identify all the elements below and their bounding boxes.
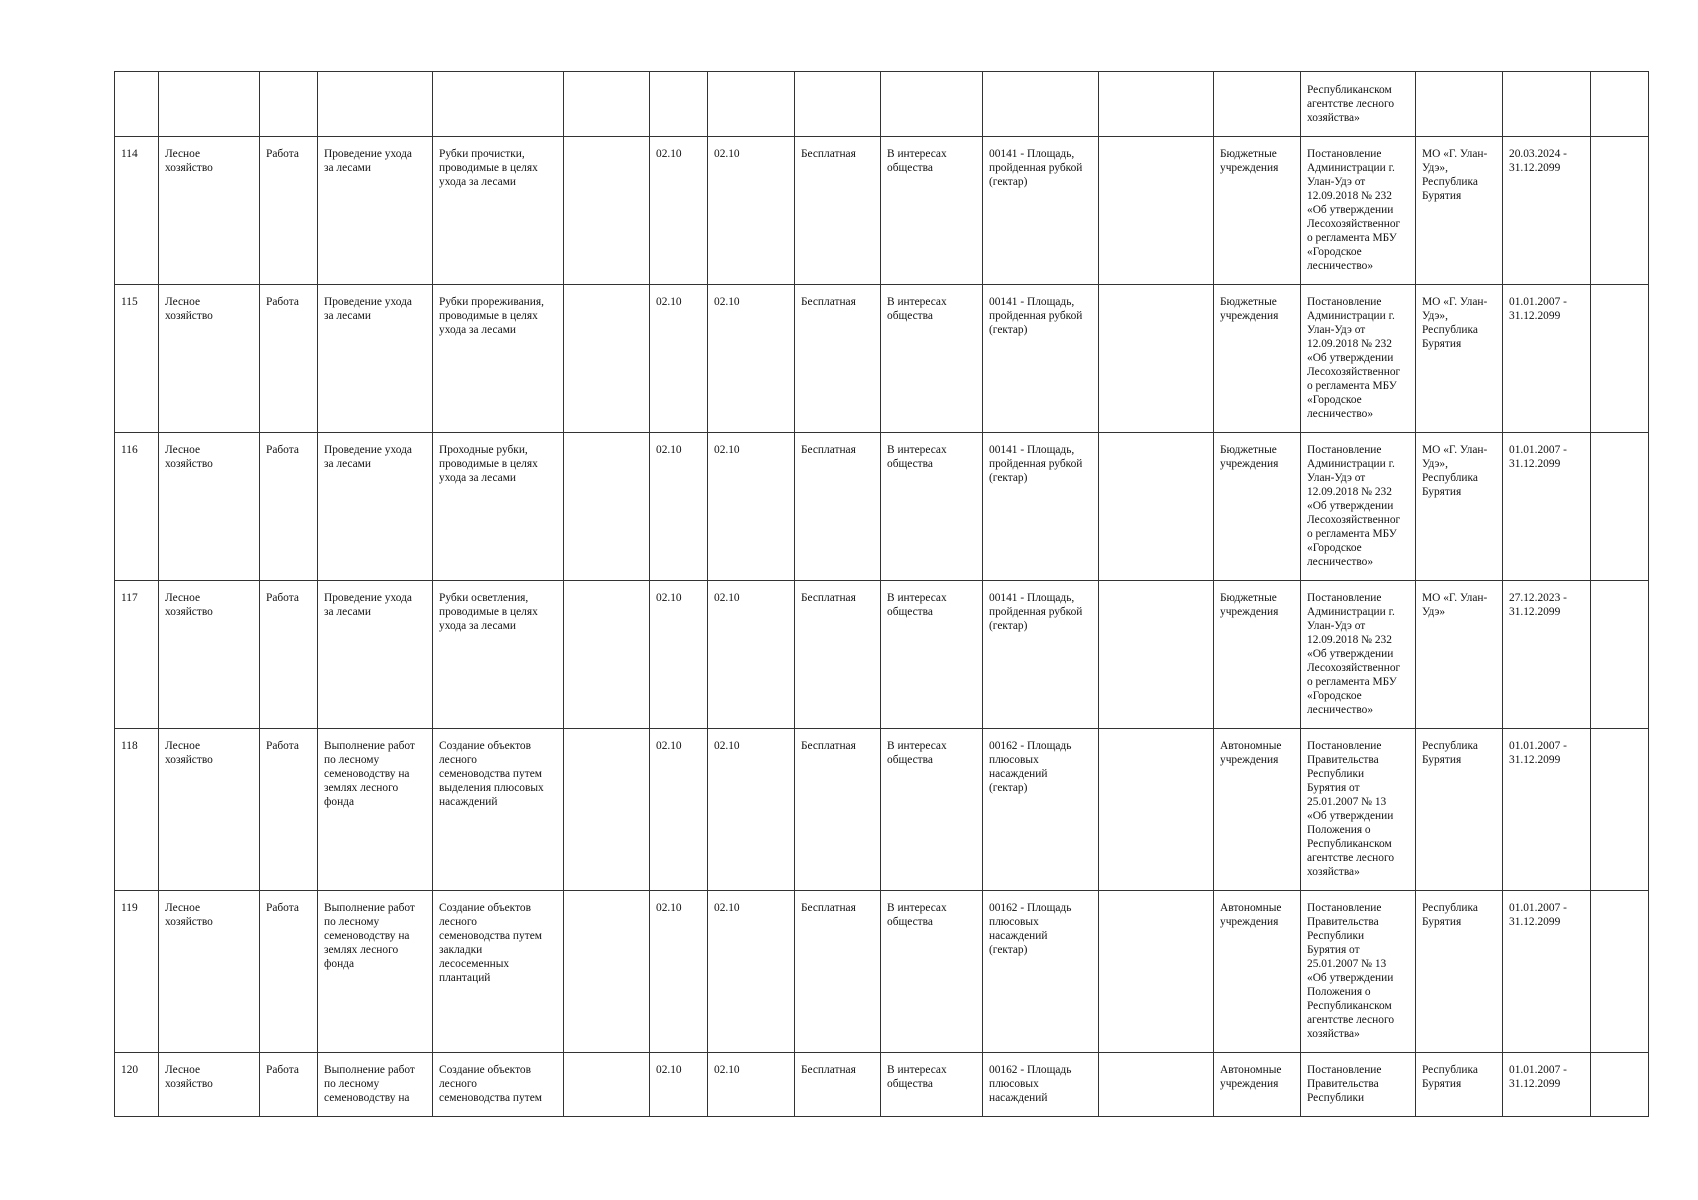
- cell-code1: [650, 729, 708, 891]
- cell-period: [1503, 891, 1591, 1053]
- cell-payment-text: Бесплатная: [801, 148, 856, 160]
- cell-name-text: Выполнение работ по лесному семеноводству на землях лесного фонда: [324, 740, 415, 808]
- cell-empty: [564, 433, 650, 581]
- cell-name: [318, 433, 433, 581]
- cell-kind: [260, 433, 318, 581]
- cell-payment: [795, 581, 881, 729]
- cell-sphere: [159, 729, 260, 891]
- cell-act-text: Постановление Правительства Республики: [1307, 1064, 1382, 1104]
- cell-interest-text: В интересах общества: [887, 592, 947, 618]
- cell-payment: [795, 1053, 881, 1117]
- cell-territory-text: Республика Бурятия: [1422, 902, 1478, 928]
- cell-code2: [708, 137, 795, 285]
- cell-empty: [1591, 891, 1649, 1053]
- cell-empty: [564, 1053, 650, 1117]
- cell-kind: [260, 891, 318, 1053]
- cell-sphere-text: Лесное хозяйство: [165, 740, 213, 766]
- cell-code2-text: 02.10: [714, 444, 740, 456]
- cell-territory: [1416, 285, 1503, 433]
- cell-sphere: [159, 433, 260, 581]
- cell-sphere: [159, 72, 260, 137]
- cell-name-text: Проведение ухода за лесами: [324, 148, 412, 174]
- cell-code2-text: 02.10: [714, 1064, 740, 1076]
- cell-code2: [708, 581, 795, 729]
- cell-act-text: Республиканском агентстве лесного хозяйства»: [1307, 84, 1395, 124]
- cell-indicator-text: 00141 - Площадь, пройденная рубкой (гектар): [989, 296, 1083, 336]
- cell-interest: [881, 891, 983, 1053]
- cell-indicator: [983, 891, 1099, 1053]
- cell-kind: [260, 729, 318, 891]
- cell-period: [1503, 581, 1591, 729]
- cell-code1: [650, 1053, 708, 1117]
- cell-num-text: 115: [121, 296, 138, 308]
- cell-payment-text: Бесплатная: [801, 592, 856, 604]
- cell-indicator: [983, 581, 1099, 729]
- table-row: [115, 891, 1649, 1053]
- cell-num: [115, 1053, 159, 1117]
- cell-territory: [1416, 891, 1503, 1053]
- cell-num-text: 119: [121, 902, 138, 914]
- table-row: [115, 137, 1649, 285]
- cell-interest: [881, 433, 983, 581]
- cell-code1: [650, 72, 708, 137]
- cell-code1: [650, 891, 708, 1053]
- cell-empty: [1591, 285, 1649, 433]
- cell-code1-text: 02.10: [656, 148, 682, 160]
- cell-period: [1503, 72, 1591, 137]
- cell-num-text: 120: [121, 1064, 139, 1076]
- cell-empty: [564, 137, 650, 285]
- cell-kind: [260, 1053, 318, 1117]
- cell-period-text: 27.12.2023 - 31.12.2099: [1509, 592, 1567, 618]
- cell-name: [318, 72, 433, 137]
- cell-indicator-text: 00162 - Площадь плюсовых насаждений: [989, 1064, 1072, 1104]
- cell-code2: [708, 72, 795, 137]
- cell-indicator: [983, 285, 1099, 433]
- cell-territory-text: МО «Г. Улан- Удэ», Республика Бурятия: [1422, 444, 1488, 498]
- cell-period-text: 01.01.2007 - 31.12.2099: [1509, 444, 1567, 470]
- cell-sphere-text: Лесное хозяйство: [165, 148, 213, 174]
- cell-empty: [1099, 729, 1214, 891]
- cell-code1-text: 02.10: [656, 592, 682, 604]
- cell-institution: [1214, 1053, 1301, 1117]
- cell-interest-text: В интересах общества: [887, 740, 947, 766]
- cell-code2: [708, 1053, 795, 1117]
- cell-content: [433, 891, 564, 1053]
- cell-indicator-text: 00162 - Площадь плюсовых насаждений (гектар): [989, 902, 1072, 956]
- cell-act: [1301, 581, 1416, 729]
- cell-interest: [881, 137, 983, 285]
- cell-kind: [260, 581, 318, 729]
- cell-kind-text: Работа: [266, 296, 299, 308]
- cell-name: [318, 729, 433, 891]
- cell-kind: [260, 72, 318, 137]
- cell-empty: [1099, 581, 1214, 729]
- cell-act-text: Постановление Администрации г. Улан-Удэ от 12.09.2018 № 232 «Об утверждении Лесохозяйственног о регламента МБУ «Городское лесничество»: [1307, 592, 1401, 716]
- cell-empty: [564, 285, 650, 433]
- cell-territory-text: МО «Г. Улан- Удэ», Республика Бурятия: [1422, 148, 1488, 202]
- cell-indicator: [983, 1053, 1099, 1117]
- cell-num: [115, 433, 159, 581]
- cell-code2-text: 02.10: [714, 592, 740, 604]
- cell-kind-text: Работа: [266, 902, 299, 914]
- cell-interest-text: В интересах общества: [887, 444, 947, 470]
- cell-name: [318, 137, 433, 285]
- cell-name-text: Проведение ухода за лесами: [324, 592, 412, 618]
- cell-institution-text: Автономные учреждения: [1220, 902, 1282, 928]
- cell-kind-text: Работа: [266, 592, 299, 604]
- cell-interest: [881, 285, 983, 433]
- cell-code1-text: 02.10: [656, 444, 682, 456]
- cell-content-text: Создание объектов лесного семеноводства путем закладки лесосеменных плантаций: [439, 902, 542, 984]
- cell-sphere-text: Лесное хозяйство: [165, 592, 213, 618]
- cell-empty: [1591, 729, 1649, 891]
- cell-payment-text: Бесплатная: [801, 444, 856, 456]
- cell-content: [433, 72, 564, 137]
- cell-territory: [1416, 137, 1503, 285]
- cell-payment-text: Бесплатная: [801, 740, 856, 752]
- cell-period-text: 01.01.2007 - 31.12.2099: [1509, 296, 1567, 322]
- cell-num: [115, 72, 159, 137]
- cell-territory: [1416, 1053, 1503, 1117]
- cell-indicator: [983, 72, 1099, 137]
- table-row: [115, 433, 1649, 581]
- cell-payment: [795, 285, 881, 433]
- cell-interest-text: В интересах общества: [887, 296, 947, 322]
- cell-interest-text: В интересах общества: [887, 1064, 947, 1090]
- cell-act: [1301, 285, 1416, 433]
- cell-interest: [881, 581, 983, 729]
- cell-content-text: Создание объектов лесного семеноводства путем: [439, 1064, 542, 1104]
- cell-interest: [881, 729, 983, 891]
- cell-name: [318, 581, 433, 729]
- cell-institution-text: Бюджетные учреждения: [1220, 444, 1279, 470]
- cell-content-text: Рубки прореживания, проводимые в целях ухода за лесами: [439, 296, 544, 336]
- cell-content: [433, 1053, 564, 1117]
- cell-empty: [1099, 72, 1214, 137]
- cell-payment: [795, 433, 881, 581]
- cell-act-text: Постановление Администрации г. Улан-Удэ от 12.09.2018 № 232 «Об утверждении Лесохозяйственног о регламента МБУ «Городское лесничество»: [1307, 148, 1401, 272]
- cell-sphere: [159, 581, 260, 729]
- cell-institution: [1214, 433, 1301, 581]
- cell-institution: [1214, 891, 1301, 1053]
- cell-content: [433, 729, 564, 891]
- cell-empty: [1099, 891, 1214, 1053]
- cell-territory: [1416, 72, 1503, 137]
- cell-sphere-text: Лесное хозяйство: [165, 444, 213, 470]
- cell-num: [115, 891, 159, 1053]
- cell-territory: [1416, 433, 1503, 581]
- cell-act-text: Постановление Администрации г. Улан-Удэ от 12.09.2018 № 232 «Об утверждении Лесохозяйственног о регламента МБУ «Городское лесничество»: [1307, 296, 1401, 420]
- cell-empty: [1591, 433, 1649, 581]
- cell-institution: [1214, 285, 1301, 433]
- cell-sphere: [159, 1053, 260, 1117]
- cell-empty: [1591, 1053, 1649, 1117]
- cell-empty: [564, 729, 650, 891]
- cell-interest: [881, 72, 983, 137]
- cell-code2-text: 02.10: [714, 740, 740, 752]
- cell-code1-text: 02.10: [656, 1064, 682, 1076]
- table-row: [115, 581, 1649, 729]
- cell-period-text: 01.01.2007 - 31.12.2099: [1509, 1064, 1567, 1090]
- cell-code1: [650, 137, 708, 285]
- cell-name-text: Выполнение работ по лесному семеноводству на: [324, 1064, 415, 1104]
- cell-code2-text: 02.10: [714, 296, 740, 308]
- cell-act: [1301, 72, 1416, 137]
- cell-code2: [708, 891, 795, 1053]
- cell-period: [1503, 1053, 1591, 1117]
- cell-institution: [1214, 729, 1301, 891]
- cell-territory-text: Республика Бурятия: [1422, 1064, 1478, 1090]
- cell-payment: [795, 137, 881, 285]
- cell-period: [1503, 137, 1591, 285]
- table-row: [115, 1053, 1649, 1117]
- cell-code2: [708, 729, 795, 891]
- cell-empty: [1591, 581, 1649, 729]
- cell-num: [115, 581, 159, 729]
- cell-code1-text: 02.10: [656, 902, 682, 914]
- cell-payment: [795, 729, 881, 891]
- cell-institution: [1214, 72, 1301, 137]
- cell-interest-text: В интересах общества: [887, 902, 947, 928]
- cell-sphere: [159, 891, 260, 1053]
- cell-content: [433, 433, 564, 581]
- cell-code2: [708, 285, 795, 433]
- cell-name-text: Проведение ухода за лесами: [324, 444, 412, 470]
- cell-institution-text: Бюджетные учреждения: [1220, 592, 1279, 618]
- cell-code1: [650, 285, 708, 433]
- cell-content-text: Создание объектов лесного семеноводства путем выделения плюсовых насаждений: [439, 740, 544, 808]
- cell-sphere-text: Лесное хозяйство: [165, 296, 213, 322]
- cell-institution-text: Бюджетные учреждения: [1220, 296, 1279, 322]
- registry-table: [114, 71, 1649, 1117]
- cell-empty: [1099, 433, 1214, 581]
- cell-num-text: 117: [121, 592, 138, 604]
- cell-act-text: Постановление Правительства Республики Бурятия от 25.01.2007 № 13 «Об утверждении Положения о Республиканском агентстве лесного хозяйства»: [1307, 740, 1395, 878]
- cell-sphere-text: Лесное хозяйство: [165, 1064, 213, 1090]
- cell-name: [318, 891, 433, 1053]
- cell-code2: [708, 433, 795, 581]
- cell-code2-text: 02.10: [714, 148, 740, 160]
- cell-content-text: Рубки осветления, проводимые в целях ухода за лесами: [439, 592, 538, 632]
- cell-kind: [260, 137, 318, 285]
- cell-code2-text: 02.10: [714, 902, 740, 914]
- cell-sphere-text: Лесное хозяйство: [165, 902, 213, 928]
- cell-act: [1301, 1053, 1416, 1117]
- cell-num-text: 114: [121, 148, 138, 160]
- cell-period: [1503, 729, 1591, 891]
- cell-payment: [795, 891, 881, 1053]
- cell-code1: [650, 433, 708, 581]
- cell-code1-text: 02.10: [656, 296, 682, 308]
- cell-period-text: 20.03.2024 - 31.12.2099: [1509, 148, 1567, 174]
- cell-kind-text: Работа: [266, 148, 299, 160]
- cell-name-text: Проведение ухода за лесами: [324, 296, 412, 322]
- cell-territory-text: Республика Бурятия: [1422, 740, 1478, 766]
- cell-territory-text: МО «Г. Улан- Удэ»: [1422, 592, 1488, 618]
- cell-territory: [1416, 581, 1503, 729]
- cell-code1-text: 02.10: [656, 740, 682, 752]
- cell-institution-text: Бюджетные учреждения: [1220, 148, 1279, 174]
- cell-kind-text: Работа: [266, 1064, 299, 1076]
- cell-empty: [1099, 1053, 1214, 1117]
- cell-sphere: [159, 137, 260, 285]
- cell-territory: [1416, 729, 1503, 891]
- cell-indicator-text: 00162 - Площадь плюсовых насаждений (гектар): [989, 740, 1072, 794]
- cell-act: [1301, 729, 1416, 891]
- cell-content: [433, 285, 564, 433]
- cell-period-text: 01.01.2007 - 31.12.2099: [1509, 902, 1567, 928]
- cell-content-text: Рубки прочистки, проводимые в целях ухода за лесами: [439, 148, 538, 188]
- cell-indicator: [983, 433, 1099, 581]
- table-row: [115, 729, 1649, 891]
- table-row-continuation: [115, 72, 1649, 137]
- cell-act: [1301, 433, 1416, 581]
- cell-institution-text: Автономные учреждения: [1220, 740, 1282, 766]
- cell-empty: [564, 72, 650, 137]
- cell-num-text: 116: [121, 444, 138, 456]
- cell-num: [115, 285, 159, 433]
- table-body: [115, 72, 1649, 1117]
- cell-empty: [564, 581, 650, 729]
- cell-empty: [1099, 137, 1214, 285]
- cell-institution: [1214, 137, 1301, 285]
- cell-period: [1503, 433, 1591, 581]
- cell-payment: [795, 72, 881, 137]
- cell-name: [318, 1053, 433, 1117]
- cell-indicator: [983, 137, 1099, 285]
- cell-payment-text: Бесплатная: [801, 902, 856, 914]
- cell-name-text: Выполнение работ по лесному семеноводству на землях лесного фонда: [324, 902, 415, 970]
- cell-empty: [1591, 137, 1649, 285]
- cell-territory-text: МО «Г. Улан- Удэ», Республика Бурятия: [1422, 296, 1488, 350]
- cell-payment-text: Бесплатная: [801, 296, 856, 308]
- cell-kind-text: Работа: [266, 740, 299, 752]
- cell-act-text: Постановление Администрации г. Улан-Удэ от 12.09.2018 № 232 «Об утверждении Лесохозяйственног о регламента МБУ «Городское лесничество»: [1307, 444, 1401, 568]
- cell-indicator-text: 00141 - Площадь, пройденная рубкой (гектар): [989, 148, 1083, 188]
- cell-interest-text: В интересах общества: [887, 148, 947, 174]
- cell-content-text: Проходные рубки, проводимые в целях ухода за лесами: [439, 444, 538, 484]
- cell-indicator-text: 00141 - Площадь, пройденная рубкой (гектар): [989, 592, 1083, 632]
- table-row: [115, 285, 1649, 433]
- cell-name: [318, 285, 433, 433]
- cell-indicator: [983, 729, 1099, 891]
- cell-act: [1301, 891, 1416, 1053]
- cell-empty: [564, 891, 650, 1053]
- cell-period: [1503, 285, 1591, 433]
- cell-kind: [260, 285, 318, 433]
- cell-code1: [650, 581, 708, 729]
- cell-sphere: [159, 285, 260, 433]
- cell-content: [433, 137, 564, 285]
- cell-indicator-text: 00141 - Площадь, пройденная рубкой (гектар): [989, 444, 1083, 484]
- cell-content: [433, 581, 564, 729]
- cell-payment-text: Бесплатная: [801, 1064, 856, 1076]
- cell-empty: [1591, 72, 1649, 137]
- cell-period-text: 01.01.2007 - 31.12.2099: [1509, 740, 1567, 766]
- cell-kind-text: Работа: [266, 444, 299, 456]
- cell-empty: [1099, 285, 1214, 433]
- cell-act: [1301, 137, 1416, 285]
- cell-num-text: 118: [121, 740, 138, 752]
- cell-institution-text: Автономные учреждения: [1220, 1064, 1282, 1090]
- cell-interest: [881, 1053, 983, 1117]
- cell-num: [115, 729, 159, 891]
- cell-act-text: Постановление Правительства Республики Бурятия от 25.01.2007 № 13 «Об утверждении Положения о Республиканском агентстве лесного хозяйства»: [1307, 902, 1395, 1040]
- cell-institution: [1214, 581, 1301, 729]
- cell-num: [115, 137, 159, 285]
